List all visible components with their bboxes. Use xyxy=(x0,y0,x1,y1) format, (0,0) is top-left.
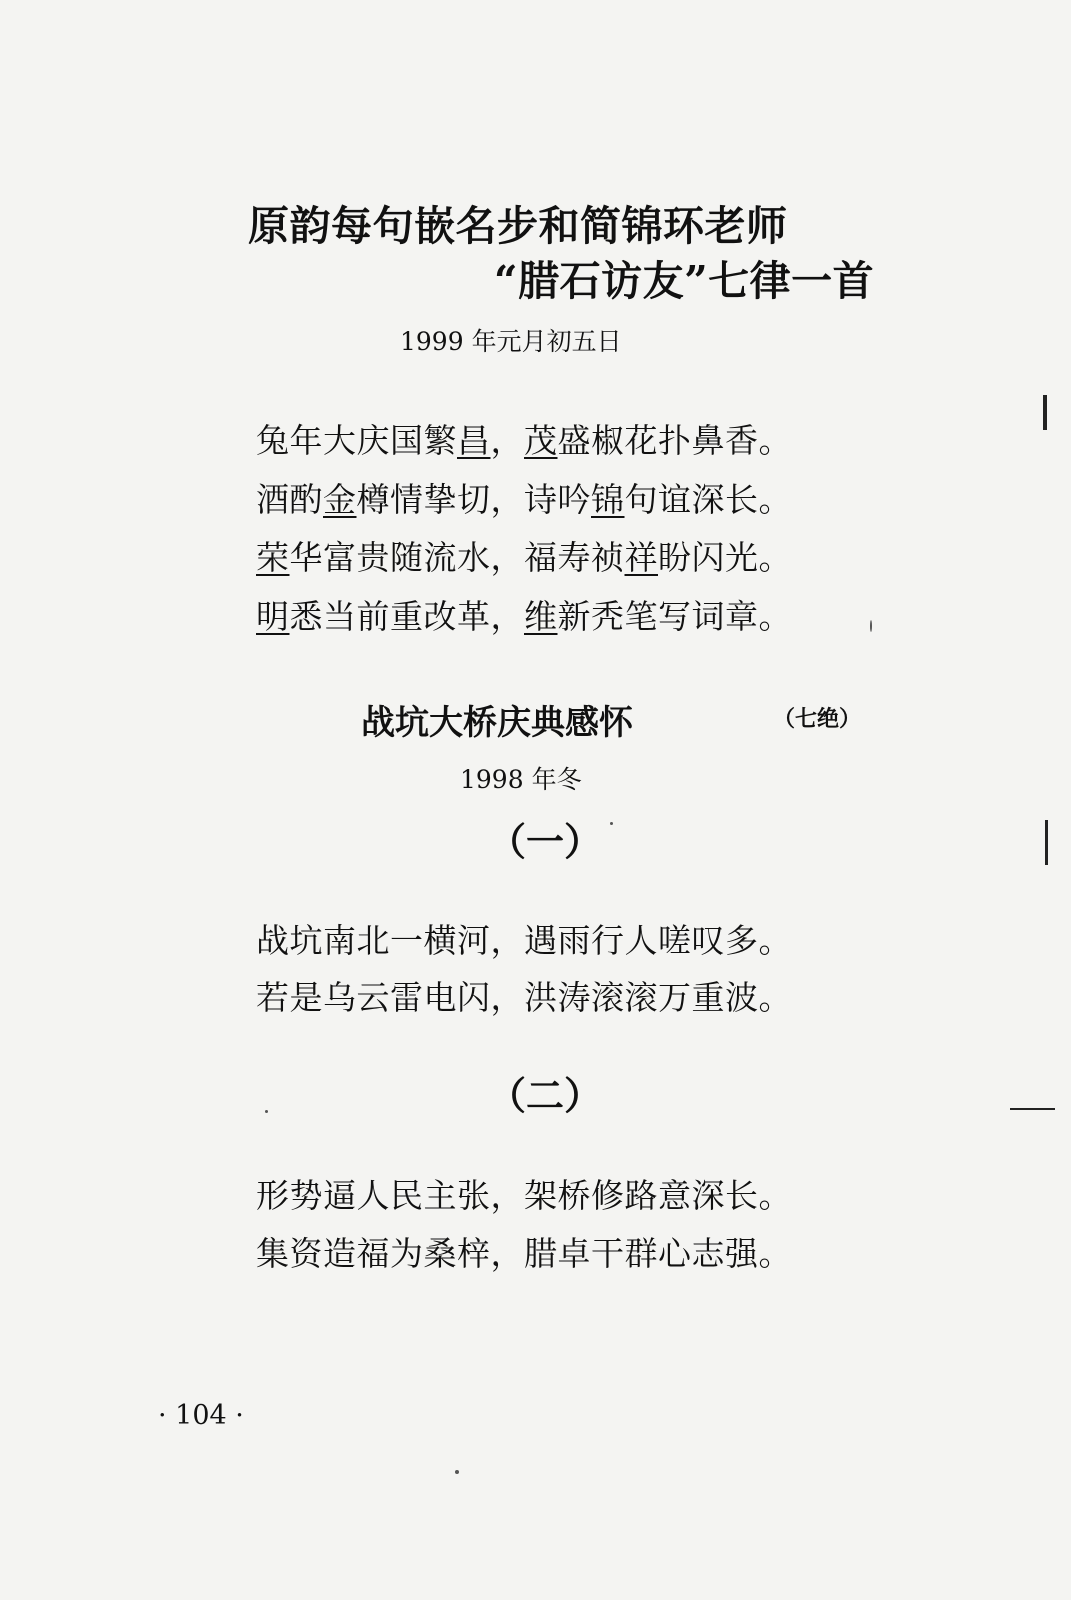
line-text: 盼闪光。 xyxy=(658,538,792,577)
line-text: 盛椒花扑鼻香。 xyxy=(557,421,792,460)
scan-speck xyxy=(870,620,872,632)
embedded-name-char: 昌 xyxy=(457,421,491,460)
poem2-form: （七绝） xyxy=(773,706,862,732)
line-text: 樽情挚切，诗吟 xyxy=(356,480,591,519)
line-text: ， xyxy=(490,421,524,460)
poem2-date: 1998 年冬 xyxy=(460,765,582,794)
poem1-line xyxy=(256,591,792,638)
scan-edge-mark xyxy=(1043,395,1047,430)
poem1-title-line2: “腊石访友”七律一首 xyxy=(494,257,875,305)
poem2-part2-line: 集资造福为桑梓，腊卓干群心志强。 xyxy=(256,1234,792,1273)
poem2-part1-line: 若是乌云雷电闪，洪涛滚滚万重波。 xyxy=(256,978,792,1017)
poem1-date: 1999 年元月初五日 xyxy=(400,327,622,356)
embedded-name-char: 荣 xyxy=(256,538,290,577)
scan-edge-mark xyxy=(1045,820,1048,865)
embedded-name-char: 茂 xyxy=(524,421,558,460)
line-text: 悉当前重改革， xyxy=(289,597,524,636)
poem2-part2-line: 形势逼人民主张，架桥修路意深长。 xyxy=(256,1176,792,1215)
poem1-line xyxy=(256,415,792,462)
line-text: 新秃笔写词章。 xyxy=(557,597,792,636)
poem1-title-line1: 原韵每句嵌名步和简锦环老师 xyxy=(248,202,788,250)
poem2-part1-label: （一） xyxy=(488,819,603,864)
scan-speck xyxy=(455,1470,459,1474)
page-number: · 104 · xyxy=(158,1400,244,1431)
embedded-name-char: 祥 xyxy=(624,538,658,577)
poem1-line xyxy=(256,532,792,579)
embedded-name-char: 明 xyxy=(256,597,290,636)
line-text: 句谊深长。 xyxy=(624,480,792,519)
poem1-line xyxy=(256,474,792,521)
embedded-name-char: 锦 xyxy=(591,480,625,519)
line-text: 华富贵随流水，福寿祯 xyxy=(289,538,625,577)
poem2-part2-label: （二） xyxy=(488,1073,603,1118)
scan-edge-mark xyxy=(1010,1108,1055,1110)
poem2-title: 战坑大桥庆典感怀 xyxy=(361,703,633,743)
scan-speck xyxy=(265,1110,268,1113)
embedded-name-char: 金 xyxy=(323,480,357,519)
line-text: 兔年大庆国繁 xyxy=(256,421,457,460)
line-text: 酒酌 xyxy=(256,480,323,519)
embedded-name-char: 维 xyxy=(524,597,558,636)
poem2-part1-line: 战坑南北一横河，遇雨行人嗟叹多。 xyxy=(256,921,792,960)
scan-speck xyxy=(610,822,613,825)
